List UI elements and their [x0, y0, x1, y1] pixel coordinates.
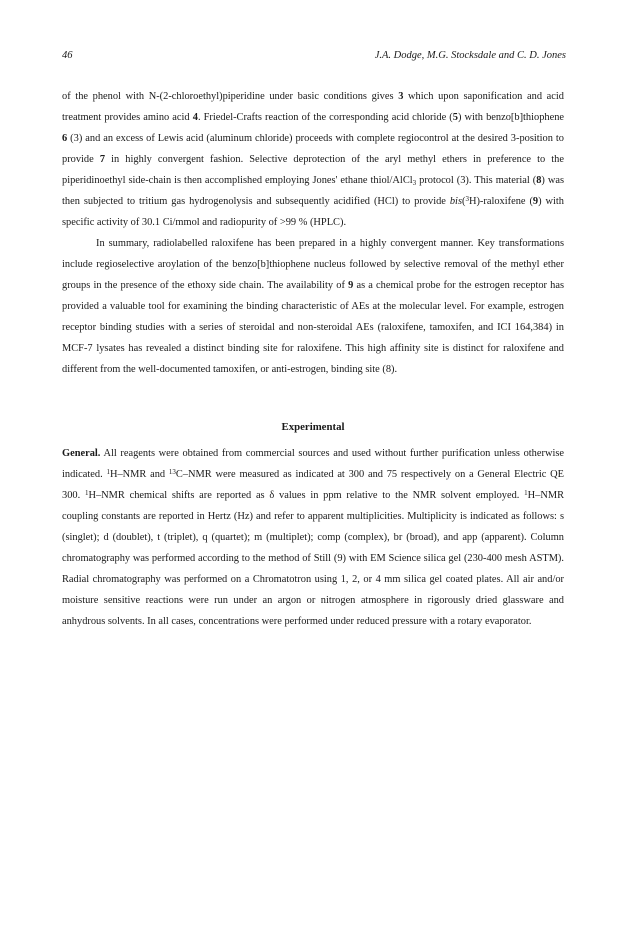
page-number: 46 [62, 50, 73, 61]
body-text [62, 86, 564, 632]
section-heading-experimental: Experimental [281, 421, 345, 433]
paragraph-general: General. All reagents were obtained from commercial sources and used without further purification unless otherwise indicated. $^1$H–NMR and $^{13}$C–NMR were measured as indicated at 300 and 75 respectively on a General Electric QE 300. $^1$H–NMR chemical shifts are reported as δ values in ppm relative to the NMR solvent employed. $^1$H–NMR coupling constants are reported in Hertz (Hz) and refer to apparent multiplicities. Multiplicity is indicated as follows: s (singlet); d (doublet), t (triplet), q (quartet); m (multiplet); comp (complex), br (broad), and app (apparent). Column chromatography was performed according to the method of Still (9) with EM Science silica gel (230-400 mesh ASTM). Radial chromatography was performed on a Chromatotron using 1, 2, or 4 mm silica gel coated plates. All air and/or moisture sensitive reactions were run under an argon or nitrogen atmosphere in rigorously dried glassware and anhydrous solvents. In all cases, concentrations were performed under reduced pressure with a rotary evaporator. [62, 448, 565, 627]
paragraph-summary: In summary, radiolabelled raloxifene has been prepared in a highly convergent manner. Key transformations include regioselective aroylation of the benzo[b]thiophene nucleus followed by selective removal of the methyl ether groups in the presence of the ethoxy side chain. The availability of 9 as a chemical probe for the estrogen receptor has provided a valuable tool for examining the binding characteristic of AEs at the molecular level. For example, estrogen receptor binding studies with a series of steroidal and non-steroidal AEs (raloxifene, tamoxifen, and ICI 164,384) in MCF-7 lysates has revealed a distinct binding site for raloxifene. This high affinity site is distinct for raloxifene and different from the well-documented tamoxifen, or anti-estrogen, binding site (8). [62, 238, 565, 375]
running-head: J.A. Dodge, M.G. Stocksdale and C. D. Jones [374, 50, 566, 61]
paragraph-synthesis: of the phenol with N-(2-chloroethyl)piperidine under basic conditions gives 3 which upon saponification and acid treatment provides amino acid 4. Friedel-Crafts reaction of the corresponding acid chloride (5) with benzo[b]thiophene 6 (3) and an excess of Lewis acid (aluminum chloride) proceeds with complete regiocontrol at the desired 3-position to provide 7 in highly convergent fashion. Selective deprotection of the aryl methyl ethers in preference to the piperidinoethyl side-chain is then accomplished employing Jones' ethane thiol/AlCl$_3$ protocol (3). This material (8) was then subjected to tritium gas hydrogenolysis and subsequently acidified (HCl) to provide bis($^3$H)-raloxifene (9) with specific activity of 30.1 Ci/mmol and radiopurity of >99 % (HPLC). [62, 91, 565, 228]
page-header [62, 50, 566, 66]
